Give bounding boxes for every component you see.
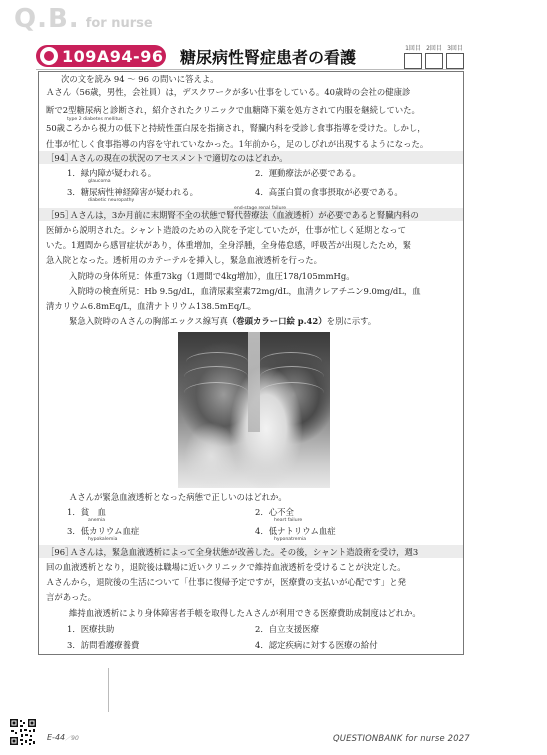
- page-current: E-44: [47, 733, 66, 742]
- q94-option-3[interactable]: 3．糖尿病性神経障害が疑われる。: [67, 187, 198, 197]
- checkbox[interactable]: [404, 53, 422, 69]
- q96-option-3[interactable]: 3．訪問看護療養費: [67, 640, 140, 650]
- q95-option-2[interactable]: 2．心不全: [255, 507, 294, 517]
- xray-caption: [69, 316, 376, 327]
- q95-number: ［95］: [46, 210, 74, 220]
- q96-option-1[interactable]: 1．医療扶助: [67, 624, 115, 634]
- attempt-check-1[interactable]: [404, 43, 422, 69]
- page-number: [47, 733, 79, 742]
- xray-rib: [184, 382, 248, 404]
- question-title-bar: [36, 44, 464, 68]
- case-line-1: Ａさん（56歳，男性，会社員）は，デスクワークが多い仕事をしている。40歳時の会社の健康診: [46, 87, 411, 97]
- q94-option-1[interactable]: 1．緑内障が疑われる。: [67, 168, 157, 178]
- q96-option-2[interactable]: 2．自立支援医療: [255, 624, 319, 634]
- q95-line-1: Ａさんは，3か月前に末期腎不全の状態で腎代替療法（血液透析）が必要であると腎臓内科の: [70, 210, 419, 220]
- case-line-3: 50歳ころから視力の低下と持続性蛋白尿を指摘され，腎臓内科を受診し食事指導を受けた。しかし，: [46, 123, 426, 133]
- checkbox[interactable]: [446, 53, 464, 69]
- q96-line-2: 回の血液透析となり，退院後は職場に近いクリニックで維持血液透析を受けることが決定した。: [46, 562, 406, 572]
- case-line-2: 断で2型糖尿病と診断され，紹介されたクリニックで血糖降下薬を処方されて内服を継続していた。: [46, 105, 420, 115]
- attempt-label: 2回目: [426, 45, 442, 52]
- q95-finding-body: 入院時の身体所見：体重73kg（1週間で4kg増加），血圧178/105mmHg。: [69, 271, 355, 281]
- q95-option-2-ruby: heart failure: [274, 518, 303, 523]
- ruby-type2-diabetes: type 2 diabetes mellitus: [67, 117, 123, 122]
- q95-question: Ａさんが緊急血液透析となった病態で正しいのはどれか。: [69, 492, 287, 502]
- q95-finding-lab-2: 清カリウム6.8mEq/L，血清ナトリウム138.5mEq/L。: [46, 301, 256, 311]
- case-line-4: 仕事が忙しく食事指導の内容を守れていなかった。1年前から，足のしびれが出現するようになった。: [46, 139, 429, 149]
- brand-logo: [14, 4, 153, 32]
- chest-xray-image: [178, 332, 330, 488]
- q94-option-2[interactable]: 2．運動療法が必要である。: [255, 168, 361, 178]
- title-divider: [36, 69, 464, 70]
- attempt-label: 3回目: [447, 45, 463, 52]
- intro-text: 次の文を読み 94 ～ 96 の問いに答えよ。: [61, 74, 219, 84]
- brand-qb: Q.B.: [14, 4, 80, 34]
- question-id: 109A94-96: [62, 46, 164, 66]
- target-icon: [40, 47, 58, 65]
- q96-line-3: Ａさんから，退院後の生活について「仕事に復帰予定ですが，医療費の支払いが心配です」と発: [46, 577, 406, 587]
- xray-rib: [260, 382, 324, 404]
- q95-option-4-ruby: hyponatremia: [274, 537, 307, 542]
- q96-question: 維持血液透析により身体障害者手帳を取得したＡさんが利用できる医療費助成制度はどれか。: [69, 608, 421, 618]
- q96-number: ［96］: [46, 547, 74, 557]
- checkbox[interactable]: [425, 53, 443, 69]
- footer-divider: [108, 668, 109, 712]
- q94-stem: Ａさんの現在の状況のアセスメントで適切なのはどれか。: [70, 153, 288, 163]
- q95-option-3-ruby: hypokalemia: [88, 537, 118, 542]
- attempt-checkboxes: [404, 43, 464, 69]
- page-total: ／90: [65, 735, 79, 742]
- q95-finding-lab-1: 入院時の検査所見：Hb 9.5g/dL，血清尿素窒素72mg/dL，血清クレアチニン9.0mg/dL，血: [69, 286, 421, 296]
- q94-option-4[interactable]: 4．高蛋白質の食事摂取が必要である。: [255, 187, 403, 197]
- ruby-esrf: end-stage renal failure: [234, 206, 287, 211]
- q94-option-1-ruby: glaucoma: [88, 179, 111, 184]
- attempt-check-3[interactable]: [446, 43, 464, 69]
- q95-option-3[interactable]: 3．低カリウム血症: [67, 526, 140, 536]
- q95-option-1-ruby: anemia: [88, 518, 106, 523]
- q94-option-3-ruby: diabetic neuropathy: [88, 198, 135, 203]
- q95-option-4[interactable]: 4．低ナトリウム血症: [255, 526, 336, 536]
- xray-caption-post: を別に示す。: [326, 316, 377, 326]
- q95-line-3: いた。1週間から感冒症状があり，体重増加，全身浮腫，全身倦怠感，呼吸苦が出現したため，緊: [46, 240, 412, 250]
- attempt-label: 1回目: [405, 45, 421, 52]
- topic-title: 糖尿病性腎症患者の看護: [180, 47, 357, 67]
- q94-number: ［94］: [46, 153, 74, 163]
- attempt-check-2[interactable]: [425, 43, 443, 69]
- q95-line-2: 医師から説明された。シャント造設のための入院を予定していたが，仕事が忙しく延期となって: [46, 225, 406, 235]
- book-title: QUESTIONBANK for nurse 2027: [333, 733, 470, 743]
- xray-spine: [248, 332, 260, 432]
- q95-option-1[interactable]: 1．貧 血: [67, 507, 106, 517]
- q96-option-4[interactable]: 4．認定疾病に対する医療の給付: [255, 640, 378, 650]
- brand-sub: for nurse: [85, 16, 153, 31]
- question-box: [38, 71, 464, 655]
- qr-code-icon[interactable]: [9, 718, 37, 746]
- q96-line-4: 言があった。: [46, 592, 97, 602]
- xray-caption-pre: 緊急入院時のＡさんの胸部エックス線写真: [69, 316, 228, 326]
- q96-line-1: Ａさんは，緊急血液透析によって全身状態が改善した。その後，シャント造設術を受け，週3: [70, 547, 419, 557]
- xray-caption-link[interactable]: （巻頭カラー口絵 p.42）: [227, 316, 327, 326]
- q95-line-4: 急入院となった。透析用のカテーテルを挿入し，緊急血液透析を行った。: [46, 255, 322, 265]
- question-id-badge: [36, 45, 166, 67]
